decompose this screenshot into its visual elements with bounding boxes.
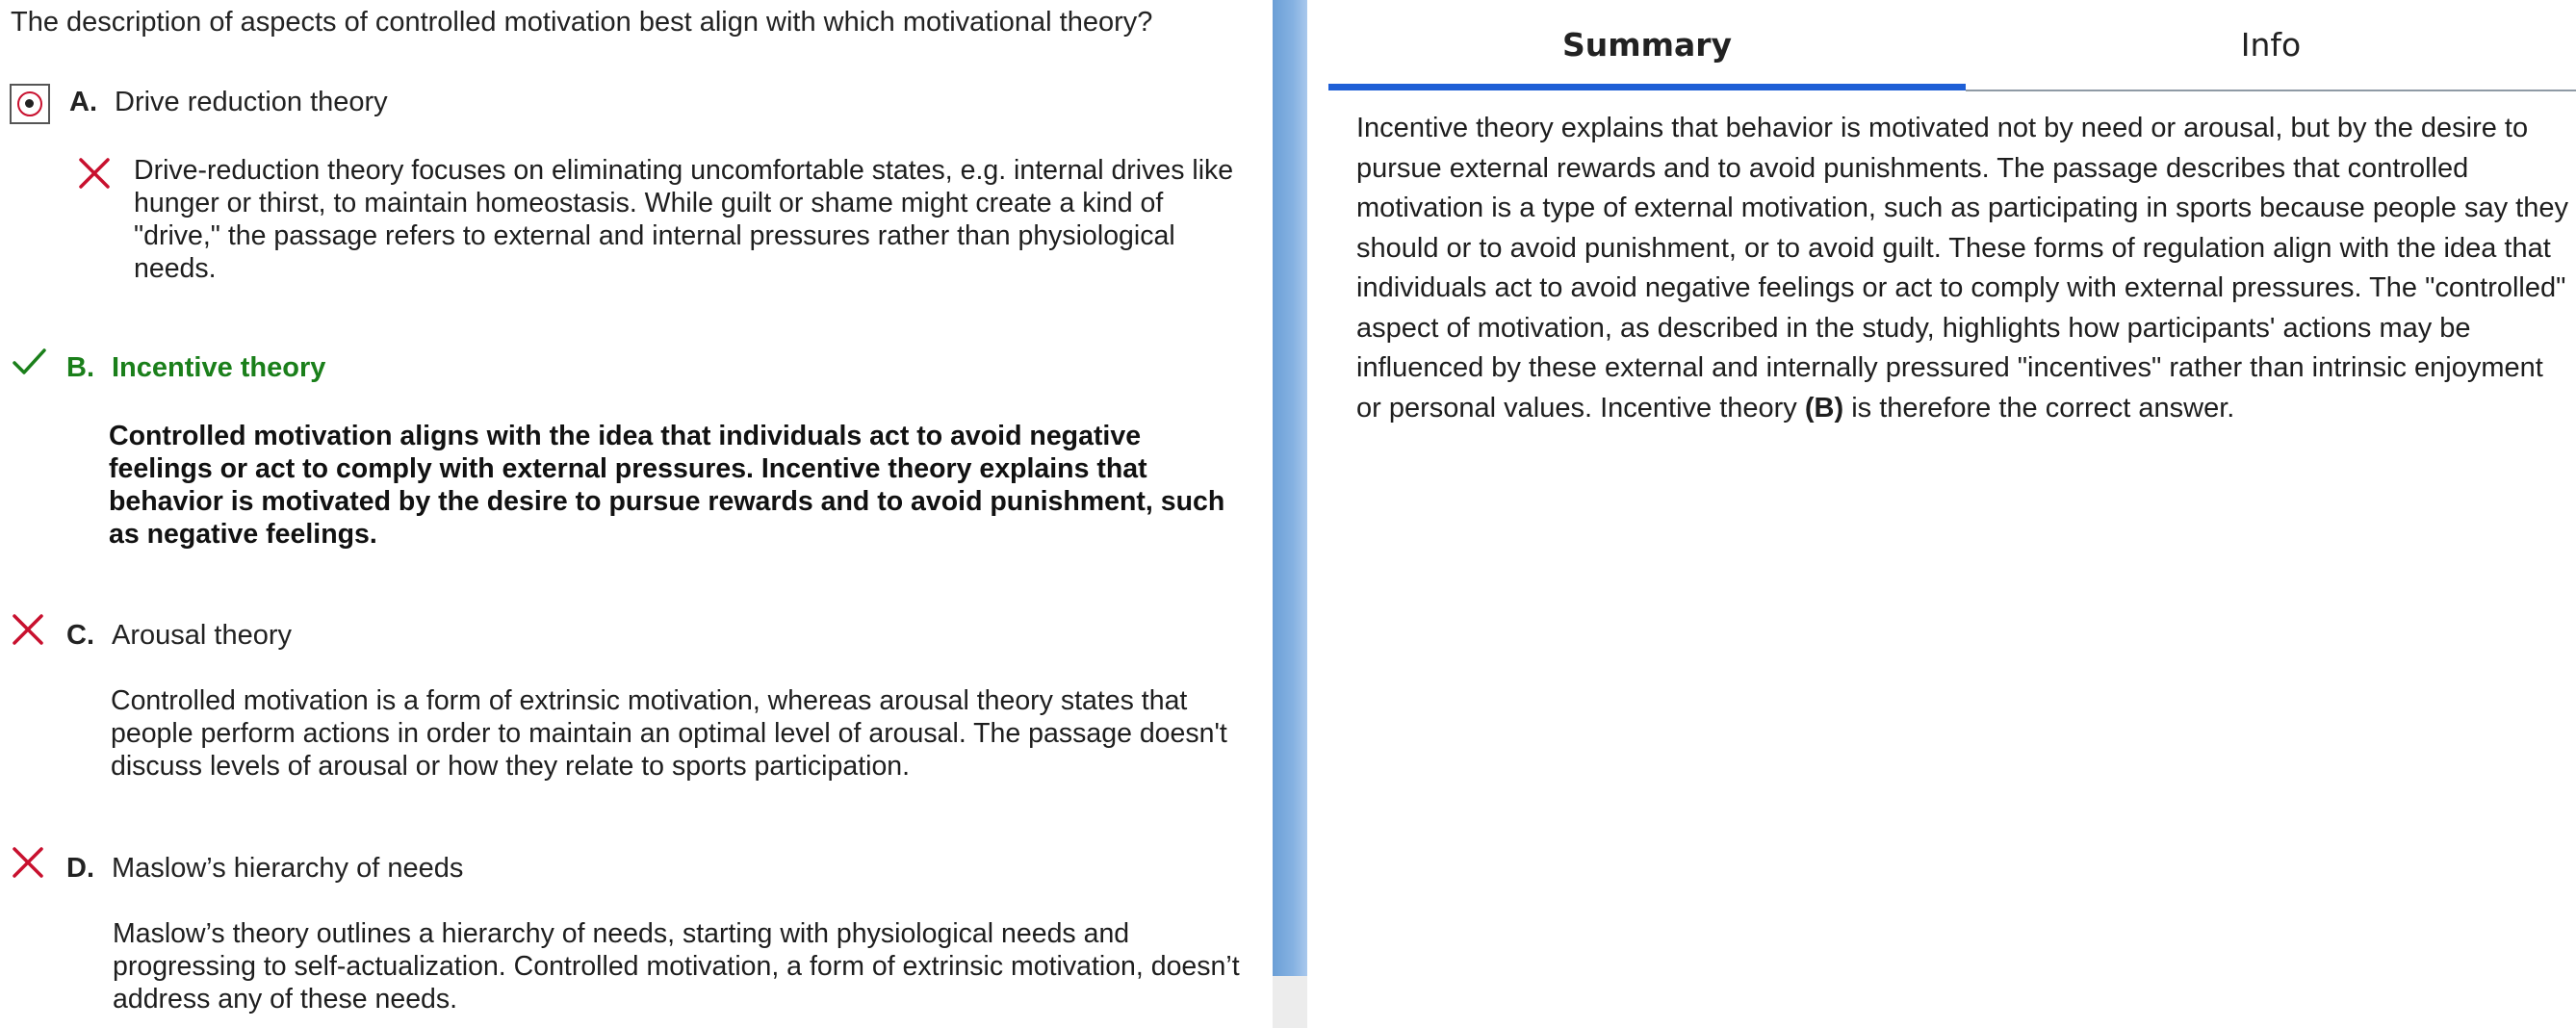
option-b-label: Incentive theory — [112, 352, 326, 383]
option-a-radio-selected-icon[interactable] — [10, 84, 50, 124]
option-b-explanation: Controlled motivation aligns with the idea that individuals act to avoid negative feelings or act to comply with external pressures. Incentive theory explains that behavior is motivated by the desire to pursue rewards and to avoid punishment, such as negative feelings. — [109, 421, 1225, 550]
tab-divider — [1966, 90, 2576, 91]
option-b[interactable] — [66, 352, 325, 384]
radio-dot-icon — [25, 99, 34, 108]
option-a[interactable] — [69, 87, 388, 118]
splitter-end-cap — [1273, 976, 1307, 1028]
option-a-explanation: Drive-reduction theory focuses on eliminating uncomfortable states, e.g. internal drives like hunger or thirst, to maintain homeostasis. While guilt or shame might create a kind of "drive," the passage refers to external and internal pressures rather than physiological needs. — [134, 155, 1234, 284]
question-text: The description of aspects of controlled motivation best align with which motivational theory? — [11, 7, 1153, 38]
option-d-letter: D. — [66, 853, 94, 884]
radio-ring-icon — [17, 91, 42, 116]
option-a-label: Drive reduction theory — [115, 87, 388, 117]
explanation-pane — [1307, 0, 2576, 1028]
explanation-tabs — [1328, 0, 2576, 92]
option-d-explanation: Maslow’s theory outlines a hierarchy of needs, starting with physiological needs and progressing to self-actualization. Controlled motivation, a form of extrinsic motivation, doesn’t address any of these needs. — [113, 918, 1240, 1015]
option-c[interactable] — [66, 620, 292, 652]
summary-body: Incentive theory explains that behavior is motivated not by need or arousal, but by the desire to pursue external rewards and to avoid punishments. The passage describes that controlled motivation is a type of external motivation, such as participating in sports because people say they should or to avoid punishment, or to avoid guilt. These forms of regulation align with the idea that individuals act to avoid negative feelings or act to comply with external pressures. The "controlled" aspect of motivation, as described in the study, highlights how participants' actions may be influenced by these external and internally pressured "incentives" rather than intrinsic enjoyment or personal values. Incentive theory — [1356, 113, 2568, 424]
question-pane — [0, 0, 1273, 1028]
option-c-letter: C. — [66, 620, 94, 651]
active-tab-indicator — [1328, 84, 1966, 90]
tab-summary[interactable]: Summary — [1561, 25, 1733, 64]
option-a-cross-icon — [77, 156, 112, 191]
option-a-letter: A. — [69, 87, 97, 117]
option-d[interactable] — [66, 853, 463, 885]
summary-text — [1356, 109, 2571, 428]
pane-splitter[interactable] — [1273, 0, 1307, 1028]
summary-answer-ref: (B) — [1804, 392, 1844, 424]
tab-info[interactable]: Info — [2240, 25, 2302, 64]
option-c-explanation: Controlled motivation is a form of extrinsic motivation, whereas arousal theory states that people perform actions in order to maintain an optimal level of arousal. The passage doesn't discuss levels of arousal or how they relate to sports participation. — [111, 685, 1227, 782]
option-c-label: Arousal theory — [112, 620, 292, 651]
option-d-cross-icon — [11, 845, 45, 880]
option-c-cross-icon — [11, 612, 45, 647]
option-b-letter: B. — [66, 352, 94, 383]
summary-conclusion: is therefore the correct answer. — [1843, 392, 2235, 424]
option-b-checkmark-icon — [12, 345, 46, 379]
option-d-label: Maslow’s hierarchy of needs — [112, 853, 464, 884]
